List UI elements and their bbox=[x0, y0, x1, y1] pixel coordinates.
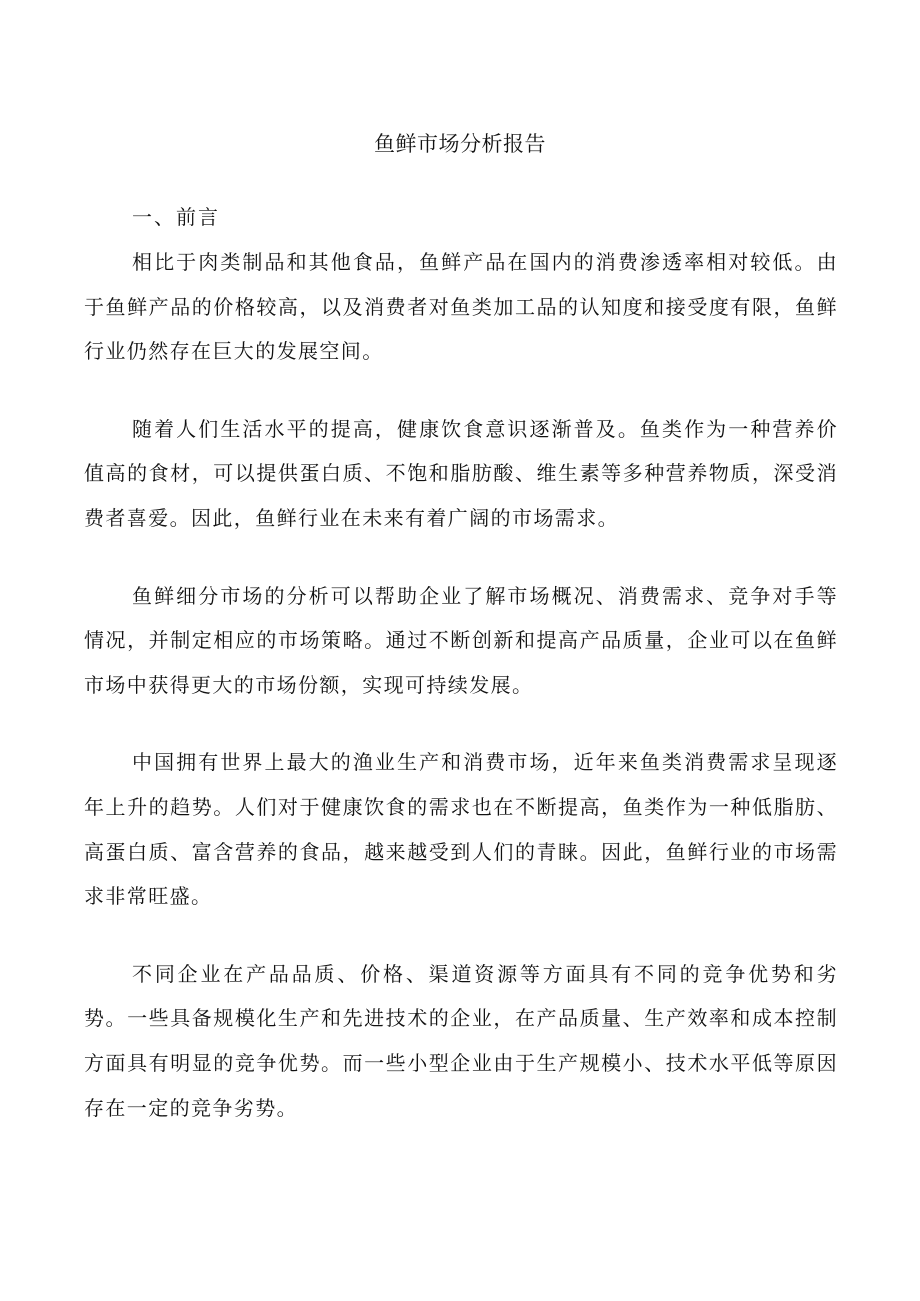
paragraph-4: 中国拥有世界上最大的渔业生产和消费市场，近年来鱼类消费需求呈现逐年上升的趋势。人们对于健康饮食的需求也在不断提高，鱼类作为一种低脂肪、高蛋白质、富含营养的食品，越来越受到人们的青睐。因此，鱼鲜行业的市场需求非常旺盛。 bbox=[84, 750, 838, 909]
document-body bbox=[84, 240, 838, 1163]
paragraph-1: 相比于肉类制品和其他食品，鱼鲜产品在国内的消费渗透率相对较低。由于鱼鲜产品的价格较高，以及消费者对鱼类加工品的认知度和接受度有限，鱼鲜行业仍然存在巨大的发展空间。 bbox=[84, 250, 838, 364]
document-title: 鱼鲜市场分析报告 bbox=[374, 132, 546, 156]
paragraph-5: 不同企业在产品品质、价格、渠道资源等方面具有不同的竞争优势和劣势。一些具备规模化生产和先进技术的企业，在产品质量、生产效率和成本控制方面具有明显的竞争优势。而一些小型企业由于生产规模小、技术水平低等原因存在一定的竞争劣势。 bbox=[84, 961, 838, 1120]
section-heading: 一、前言 bbox=[132, 205, 220, 229]
paragraph-3: 鱼鲜细分市场的分析可以帮助企业了解市场概况、消费需求、竞争对手等情况，并制定相应的市场策略。通过不断创新和提高产品质量，企业可以在鱼鲜市场中获得更大的市场份额，实现可持续发展。 bbox=[84, 583, 838, 697]
paragraph-2: 随着人们生活水平的提高，健康饮食意识逐渐普及。鱼类作为一种营养价值高的食材，可以提供蛋白质、不饱和脂肪酸、维生素等多种营养物质，深受消费者喜爱。因此，鱼鲜行业在未来有着广阔的市场需求。 bbox=[84, 416, 838, 530]
